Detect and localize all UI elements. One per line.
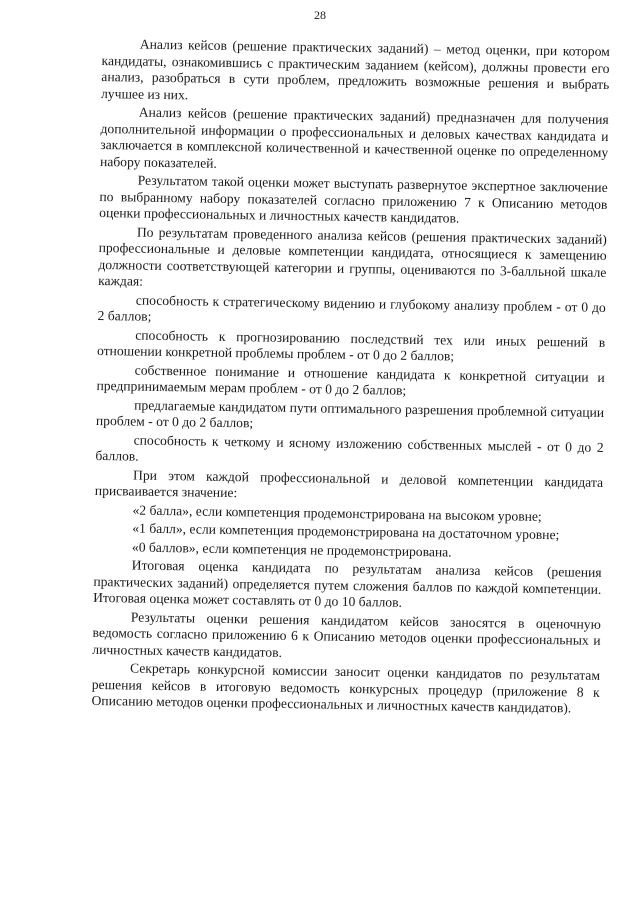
list-item: способность к четкому и ясному изложению собственных мыслей - от 0 до 2 баллов. xyxy=(95,432,604,464)
paragraph: Результатом такой оценки может выступать развернутое экспертное заключение по выбранному набору показателей согласно приложению 7 к Описанию методов оценки профессиональных и личностных качеств кандидатов. xyxy=(99,172,608,226)
list-item: собственное понимание и отношение кандидата к конкретной ситуации и предпринимаемым мерам проблем - от 0 до 2 баллов; xyxy=(96,362,605,398)
list-item: предлагаемые кандидатом пути оптимального разрешения проблемной ситуации проблем - от 0 до 2 баллов; xyxy=(95,397,605,431)
paragraph: Результаты оценки решения кандидатом кейсов заносятся в оценочную ведомость согласно приложению 6 к Описанию методов оценки профессиональных и личностных качеств кандидатов. xyxy=(92,609,601,660)
paragraph: Итоговая оценка кандидата по результатам анализа кейсов (решения практических заданий) определяется путем сложения баллов по каждой компетенции. Итоговая оценка может составлять от 0 до 10 баллов. xyxy=(93,557,602,610)
page-number: 28 xyxy=(314,8,326,22)
list-item: способность к прогнозированию последствий тех или иных решений в отношении конкретной проблемы проблем - от 0 до 2 баллов; xyxy=(96,327,606,364)
list-item: способность к стратегическому видению и глубокому анализу проблем - от 0 до 2 баллов; xyxy=(97,292,606,324)
paragraph: Анализ кейсов (решение практических заданий) предназначен для получения дополнительной информации о профессиональных и деловых качествах кандидата и заключается в комплексной количественной и качественной оценке по определенному набору показателей. xyxy=(99,104,609,171)
paragraph: По результатам проведенного анализа кейсов (решения практических заданий) профессиональные и деловые компетенции кандидата, относящиеся к замещению должности соответствующей категории и группы, оцениваются по 3-балльной шкале каждая: xyxy=(98,224,607,289)
list-item: «0 баллов», если компетенция не продемонстрирована. xyxy=(131,539,452,560)
paragraph: Анализ кейсов (решение практических заданий) – метод оценки, при котором кандидаты, ознакомившись с практическим заданием (кейсом), должны провести его анализ, разобраться в сути проблем, предложить возможные решения и выбрать лучшее из них. xyxy=(100,36,610,102)
paragraph: При этом каждой профессиональной и деловой компетенции кандидата присваивается значение: xyxy=(94,467,604,501)
paragraph: Секретарь конкурсной комиссии заносит оценки кандидатов по результатам решения кейсов в итоговую ведомость конкурсных процедур (приложение 8 к Описанию методов оценки профессиональных и личностных качеств кандидатов). xyxy=(91,660,601,716)
list-item: «2 балла», если компетенция продемонстрирована на высоком уровне; xyxy=(132,502,542,524)
document-body xyxy=(91,36,610,719)
list-item: «1 балл», если компетенция продемонстрирована на достаточном уровне; xyxy=(132,520,560,543)
